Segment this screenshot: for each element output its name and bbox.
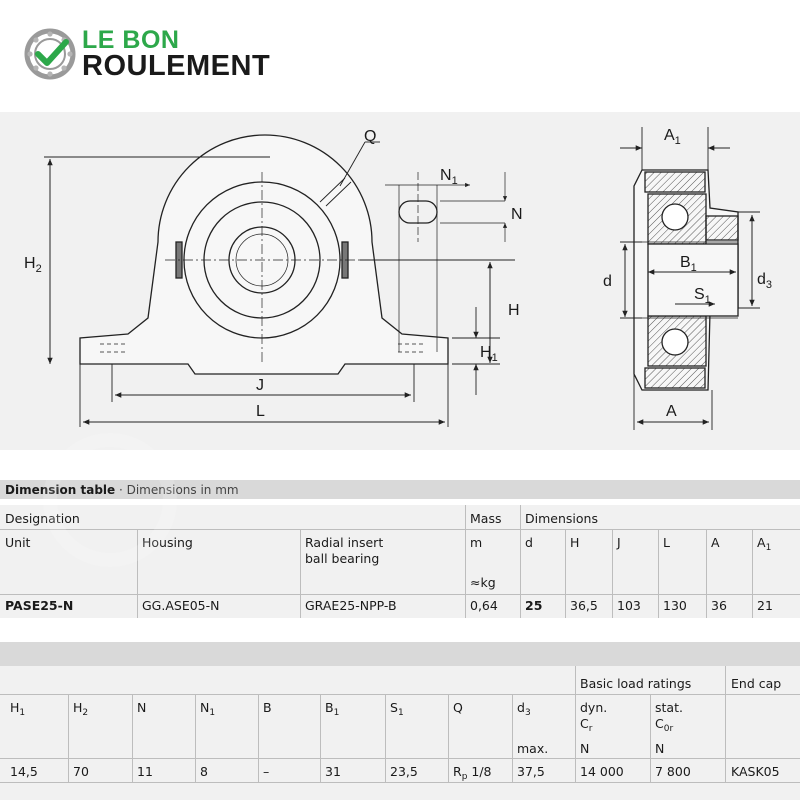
basic-load-header: Basic load ratings [580,676,692,691]
housing-header: Housing [142,535,193,550]
col-Cr: $C_r$ [580,716,593,734]
col-Q: Q [453,700,463,715]
designation-header: Designation [5,511,80,526]
label-H: H [508,302,520,319]
col-S1: $S_1$ [390,700,404,718]
label-Q: Q [364,128,377,145]
end-cap-header: End cap [731,676,782,691]
technical-drawing [0,112,800,450]
label-A1: $A_1$ [664,127,681,147]
row-A: 36 [711,598,727,613]
row-Q: $R_p$ 1/8 [453,764,492,782]
row-J: 103 [617,598,641,613]
col-L: L [663,535,670,550]
row-N1: 8 [200,764,208,779]
radial-header-l1: Radial insert [305,535,384,550]
row-Cr: 14 000 [580,764,624,779]
row-B: – [263,764,270,779]
header [0,0,800,112]
row-B1: 31 [325,764,341,779]
col-J: J [617,535,621,550]
table-title: Dimension table · Dimensions in mm [5,483,239,497]
row-H2: 70 [73,764,89,779]
col-A1: $A_1$ [757,535,772,553]
label-A: A [666,403,677,420]
row-bearing: GRAE25-NPP-B [305,598,397,613]
col-N1: $N_1$ [200,700,216,718]
bearing-check-logo-icon [24,28,76,80]
label-N: N [511,206,523,223]
label-B1: $B_1$ [680,254,697,274]
brand-line1: LE BON [82,26,180,54]
label-d3: $d_3$ [757,271,773,291]
col-d: d [525,535,533,550]
row-C0r: 7 800 [655,764,691,779]
col-stat: stat. [655,700,683,715]
col-d3: $d_3$ [517,700,531,718]
m-header: m [470,535,483,550]
row-end-cap: KASK05 [731,764,780,779]
col-H1: $H_1$ [10,700,26,718]
row-L: 130 [663,598,687,613]
row-unit: PASE25-N [5,598,74,613]
row-housing: GG.ASE05-N [142,598,220,613]
label-d: d [603,273,612,290]
row-H1: 14,5 [10,764,38,779]
housing-side-view [634,170,738,390]
col-A: A [711,535,720,550]
col-H2: $H_2$ [73,700,89,718]
col-C0r-unit: N [655,741,665,756]
row-S1: 23,5 [390,764,418,779]
brand-line2: ROULEMENT [82,50,271,82]
row-d: 25 [525,598,543,613]
label-H2: $H_2$ [24,255,42,275]
dimensions-header: Dimensions [525,511,598,526]
col-d3-max: max. [517,741,549,756]
unit-header: Unit [5,535,31,550]
label-N1: $N_1$ [440,167,458,187]
kg-header: ≈kg [470,575,496,590]
row-H: 36,5 [570,598,598,613]
col-C0r: $C_{0r}$ [655,716,674,734]
col-Cr-unit: N [580,741,590,756]
col-N: N [137,700,147,715]
row-A1: 21 [757,598,773,613]
radial-header-l2: ball bearing [305,551,380,566]
dimension-table-2 [0,640,800,800]
label-S1: $S_1$ [694,286,711,306]
row-d3: 37,5 [517,764,545,779]
housing-front-view [80,135,448,374]
row-N: 11 [137,764,153,779]
dimension-table-1 [0,450,800,618]
mass-header: Mass [470,511,502,526]
col-dyn: dyn. [580,700,608,715]
row-mass: 0,64 [470,598,498,613]
label-H1: $H_1$ [480,344,498,364]
label-J: J [256,377,264,394]
col-B: B [263,700,272,715]
col-B1: $B_1$ [325,700,340,718]
label-L: L [256,403,265,420]
col-H: H [570,535,580,550]
